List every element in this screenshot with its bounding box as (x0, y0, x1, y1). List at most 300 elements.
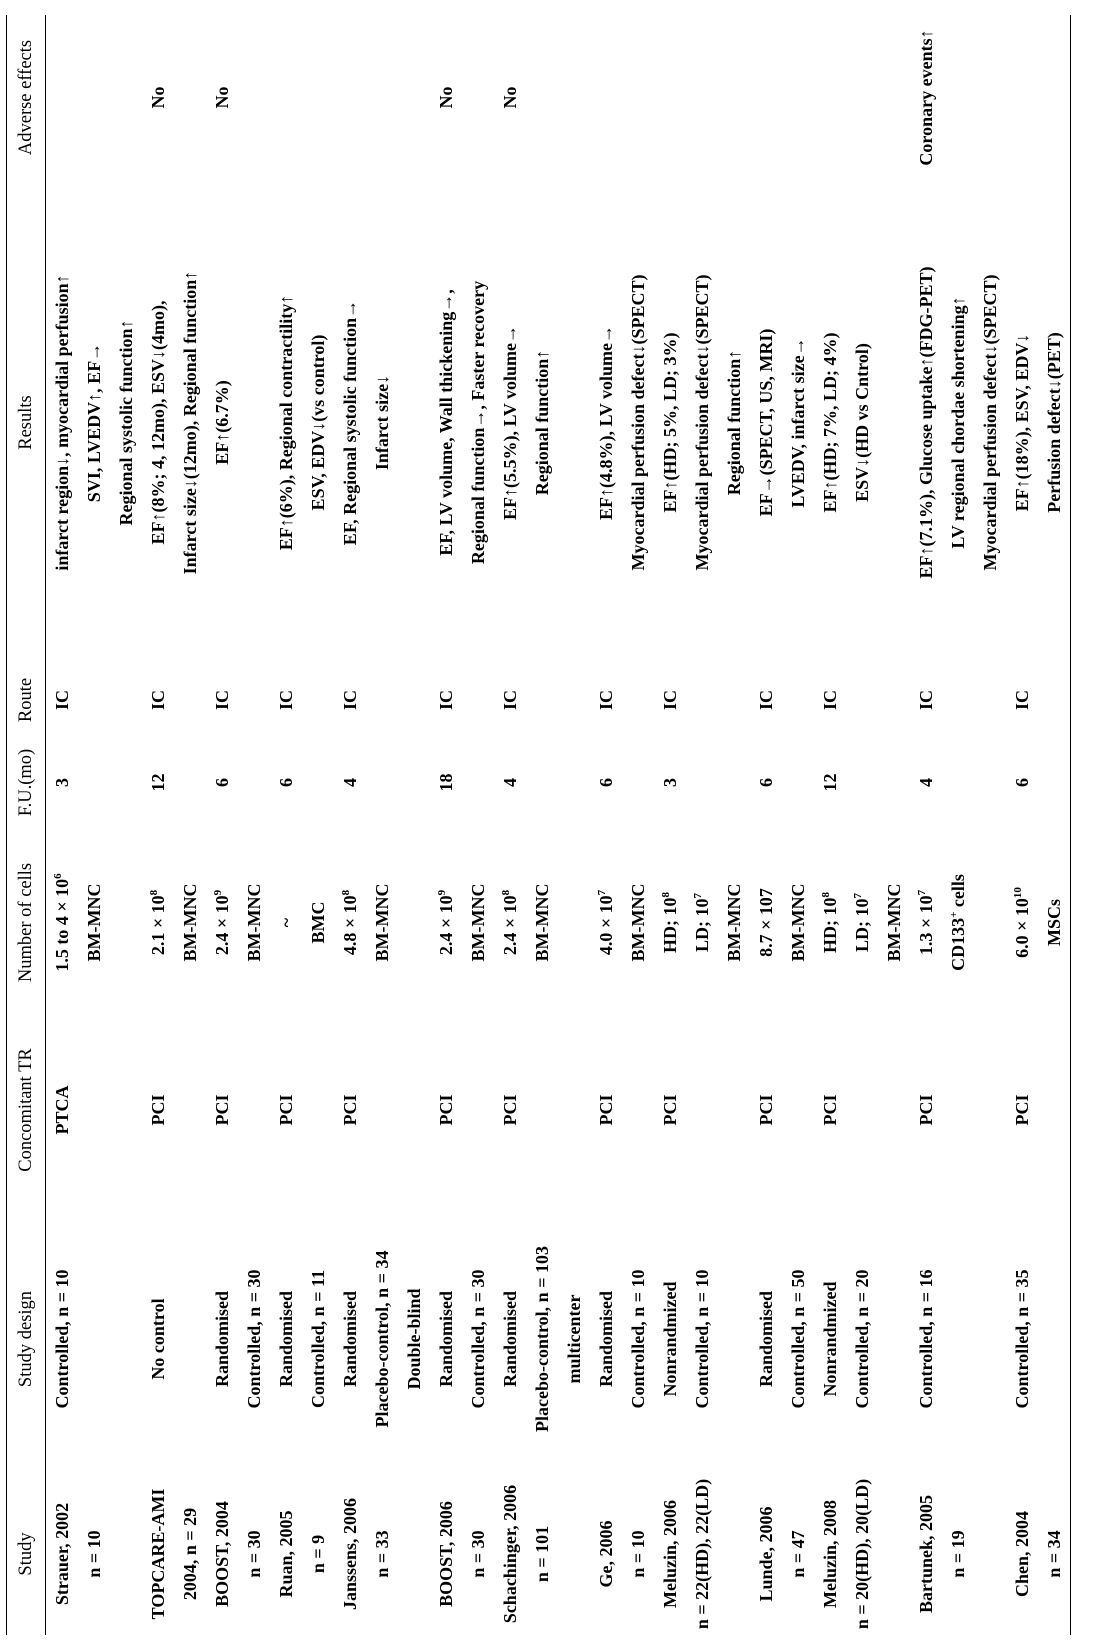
cell-line: PCI (916, 1094, 936, 1126)
cell-line: Myocardial perfusion defect↓(SPECT) (692, 274, 712, 571)
adverse-effects-cell (494, 15, 590, 180)
number-of-cells-cell (750, 830, 814, 1015)
cell-line: 6 (756, 778, 776, 787)
cell-line: n = 20(HD), 20(LD) (852, 1478, 872, 1630)
study-cell (46, 1473, 143, 1635)
cell-line: PCI (756, 1094, 776, 1126)
cell-line (1006, 15, 1038, 180)
table-row (590, 15, 654, 1635)
cell-line: Controlled, n = 11 (308, 1270, 328, 1408)
follow-up-cell (206, 735, 270, 830)
results-cell (1006, 180, 1071, 665)
table-row (142, 15, 206, 1635)
cell-line: Coronary events↑ (916, 29, 936, 166)
follow-up-cell (270, 735, 334, 830)
cell-line (494, 830, 526, 1015)
cell-value: MSCs (1044, 899, 1064, 947)
cell-line: IC (212, 690, 232, 711)
cell-line: ESV, EDV↓(vs control) (308, 334, 328, 511)
cell-line: Regional systolic function↑ (116, 319, 136, 526)
route-cell (430, 665, 494, 735)
header-number-of-cells: Number of cells (7, 830, 46, 1015)
follow-up-cell (334, 735, 430, 830)
cell-suffix: cells (948, 874, 968, 912)
study-design-cell (590, 1205, 654, 1473)
study-design-cell (206, 1205, 270, 1473)
number-of-cells-cell (910, 830, 1006, 1015)
cell-value: BM-MNC (84, 883, 104, 962)
cell-value: ~ (276, 917, 296, 928)
follow-up-cell (814, 735, 910, 830)
adverse-effects-cell (590, 15, 654, 180)
table-row (46, 15, 143, 1635)
results-cell (654, 180, 750, 665)
cell-exponent: 10 (1012, 887, 1024, 899)
table-row (910, 15, 1006, 1635)
cell-line (750, 830, 782, 1015)
cell-line: EF, Regional systolic function→ (340, 299, 360, 546)
cell-line: No (148, 86, 168, 109)
concomitant-tr-cell (1006, 1015, 1071, 1205)
cell-line: EF, LV volume, Wall thickening→, (436, 289, 456, 556)
cell-line: Bartunek, 2005 (916, 1495, 936, 1614)
follow-up-cell (654, 735, 750, 830)
cell-line: EF↑(8%; 4, 12mo), ESV↓(4mo), (148, 300, 168, 545)
cell-line: Myocardial perfusion defect↓(SPECT) (628, 274, 648, 571)
cell-line: 2004, n = 29 (180, 1507, 200, 1601)
adverse-effects-cell (654, 15, 750, 180)
adverse-effects-cell (206, 15, 270, 180)
route-cell (270, 665, 334, 735)
cell-line: IC (756, 690, 776, 711)
concomitant-tr-cell (590, 1015, 654, 1205)
cell-line (334, 15, 366, 180)
cell-line: IC (148, 690, 168, 711)
cell-value: BM-MNC (724, 883, 744, 962)
table-row (430, 15, 494, 1635)
table-row (206, 15, 270, 1635)
cell-line: Controlled, n = 30 (468, 1269, 488, 1409)
cell-line: No control (148, 1298, 168, 1380)
table-row (270, 15, 334, 1635)
route-cell (814, 665, 910, 735)
cell-line: BOOST, 2004 (212, 1501, 232, 1607)
study-cell (206, 1473, 270, 1635)
header-route: Route (7, 665, 46, 735)
cell-line: EF↑(5.5%), LV volume→ (500, 325, 520, 521)
route-cell (494, 665, 590, 735)
cell-line: Randomised (596, 1290, 616, 1388)
results-cell (270, 180, 334, 665)
cell-line (46, 830, 78, 1015)
number-of-cells-cell (430, 830, 494, 1015)
cell-value: CD133 (948, 917, 968, 971)
number-of-cells-cell (494, 830, 590, 1015)
header-row (7, 15, 46, 1635)
cell-line: 6 (1012, 778, 1032, 787)
number-of-cells-cell (46, 830, 143, 1015)
cell-exponent: 9 (436, 889, 448, 896)
cell-line: PCI (276, 1094, 296, 1126)
cell-line (302, 830, 334, 1015)
cell-line (238, 830, 270, 1015)
study-cell (334, 1473, 430, 1635)
concomitant-tr-cell (654, 1015, 750, 1205)
adverse-effects-cell (270, 15, 334, 180)
cell-line (622, 830, 654, 1015)
study-design-cell (910, 1205, 1006, 1473)
cell-value: BM-MNC (532, 883, 552, 962)
cell-line: Lunde, 2006 (756, 1506, 776, 1602)
cell-line (270, 15, 302, 180)
cell-line: BOOST, 2006 (436, 1501, 456, 1607)
cell-value: 2.1 × 10 (148, 895, 168, 956)
cell-line: Randomised (212, 1290, 232, 1388)
number-of-cells-cell (206, 830, 270, 1015)
cell-line: PCI (148, 1094, 168, 1126)
header-study: Study (7, 1473, 46, 1635)
study-design-cell (46, 1205, 143, 1473)
study-design-cell (334, 1205, 430, 1473)
cell-value: BM-MNC (180, 883, 200, 962)
cell-line (462, 830, 494, 1015)
study-cell (494, 1473, 590, 1635)
cell-line: infarct region↓, myocardial perfusion↑ (52, 274, 72, 571)
cell-line: n = 19 (948, 1530, 968, 1578)
cell-line: No (212, 86, 232, 109)
cell-line (270, 830, 302, 1015)
route-cell (46, 665, 143, 735)
cell-line: n = 10 (84, 1530, 104, 1578)
cell-exponent: 7 (916, 889, 928, 896)
route-cell (1006, 665, 1071, 735)
cell-line: PCI (500, 1094, 520, 1126)
adverse-effects-cell (910, 15, 1006, 180)
table-row (750, 15, 814, 1635)
route-cell (590, 665, 654, 735)
cell-line: Placebo-control, n = 34 (372, 1250, 392, 1428)
concomitant-tr-cell (334, 1015, 430, 1205)
cell-line: Controlled, n = 50 (788, 1269, 808, 1409)
cell-line: Placebo-control, n = 103 (532, 1246, 552, 1432)
cell-line: EF↑(HD; 7%, LD; 4%) (820, 332, 840, 513)
cell-line: Regional function→, Faster recovery (468, 280, 488, 565)
study-cell (654, 1473, 750, 1635)
cell-value: BM-MNC (628, 883, 648, 962)
cell-line: ESV↓(HD vs Cntrol) (852, 343, 872, 502)
cell-value: LD; 10 (852, 898, 872, 952)
follow-up-cell (142, 735, 206, 830)
study-design-cell (1006, 1205, 1071, 1473)
study-design-cell (750, 1205, 814, 1473)
cell-exponent: 8 (340, 889, 352, 896)
cell-line (142, 830, 174, 1015)
cell-line: EF↑(7.1%), Glucose uptake↑(FDG-PET) (916, 266, 936, 579)
cell-line: Regional function↑ (532, 349, 552, 496)
cell-exponent: 7 (692, 893, 704, 899)
cell-line (46, 15, 78, 180)
follow-up-cell (910, 735, 1006, 830)
concomitant-tr-cell (46, 1015, 143, 1205)
study-cell (430, 1473, 494, 1635)
study-design-cell (654, 1205, 750, 1473)
concomitant-tr-cell (206, 1015, 270, 1205)
cell-value: 2.4 × 10 (500, 895, 520, 956)
cell-line (526, 830, 558, 1015)
number-of-cells-cell (1006, 830, 1071, 1015)
adverse-effects-cell (750, 15, 814, 180)
cell-value: 1.3 × 10 (916, 895, 936, 956)
cell-line: n = 10 (628, 1530, 648, 1578)
cell-line (910, 830, 942, 1015)
cell-line: IC (500, 690, 520, 711)
results-cell (814, 180, 910, 665)
cell-line: 4 (916, 778, 936, 787)
cell-line: 6 (212, 778, 232, 787)
cell-value: BMC (308, 901, 328, 944)
cell-line (782, 830, 814, 1015)
cell-line: EF↑(6.7%) (212, 380, 232, 465)
cell-line: Controlled, n = 10 (692, 1269, 712, 1409)
clinical-trials-table (6, 15, 1071, 1635)
adverse-effects-cell (814, 15, 910, 180)
cell-exponent: 6 (52, 873, 64, 879)
cell-line: IC (1012, 690, 1032, 711)
cell-line: n = 22(HD), 22(LD) (692, 1478, 712, 1630)
cell-line: Infarct size↓ (372, 374, 392, 471)
cell-value: 8.7 × 107 (756, 888, 776, 957)
cell-value: LD; 10 (692, 898, 712, 952)
cell-line: Chen, 2004 (1012, 1511, 1032, 1598)
cell-value: BM-MNC (372, 883, 392, 962)
cell-line: PCI (212, 1094, 232, 1126)
cell-line: Infarct size↓(12mo), Regional function↑ (180, 270, 200, 575)
cell-line: Controlled, n = 16 (916, 1269, 936, 1409)
cell-line: Controlled, n = 30 (244, 1269, 264, 1409)
cell-line: IC (436, 690, 456, 711)
cell-exponent: 7 (852, 893, 864, 899)
adverse-effects-cell (1006, 15, 1071, 180)
cell-line: EF→(SPECT, US, MRI) (756, 328, 776, 517)
cell-line: EF↑(4.8%), LV volume→ (596, 325, 616, 521)
cell-exponent: 9 (212, 889, 224, 896)
cell-value: 1.5 to 4 × 10 (52, 878, 72, 972)
cell-line: 3 (52, 778, 72, 787)
cell-line (174, 830, 206, 1015)
cell-line: IC (660, 690, 680, 711)
number-of-cells-cell (654, 830, 750, 1015)
cell-line: PCI (660, 1094, 680, 1126)
cell-value: 4.0 × 10 (596, 895, 616, 956)
study-design-cell (430, 1205, 494, 1473)
cell-exponent: 8 (148, 889, 160, 896)
cell-line (878, 830, 910, 1015)
study-cell (750, 1473, 814, 1635)
route-cell (910, 665, 1006, 735)
cell-line: Controlled, n = 35 (1012, 1269, 1032, 1409)
cell-line (590, 15, 622, 180)
results-cell (910, 180, 1006, 665)
header-study-design: Study design (7, 1205, 46, 1473)
cell-line (590, 830, 622, 1015)
cell-exponent: 8 (660, 892, 672, 898)
route-cell (334, 665, 430, 735)
cell-line: Ge, 2006 (596, 1520, 616, 1588)
follow-up-cell (494, 735, 590, 830)
table-row (654, 15, 750, 1635)
cell-line: n = 34 (1044, 1530, 1064, 1578)
cell-value: HD; 10 (660, 897, 680, 953)
follow-up-cell (430, 735, 494, 830)
cell-line: PCI (596, 1094, 616, 1126)
cell-line: n = 101 (532, 1525, 552, 1583)
cell-line (430, 830, 462, 1015)
cell-value: BM-MNC (788, 883, 808, 962)
cell-line: PCI (820, 1094, 840, 1126)
route-cell (206, 665, 270, 735)
results-cell (494, 180, 590, 665)
cell-line: Meluzin, 2008 (820, 1500, 840, 1608)
cell-line: 18 (436, 773, 456, 792)
cell-line: multicenter (564, 1294, 584, 1384)
study-cell (270, 1473, 334, 1635)
cell-value: 4.8 × 10 (340, 895, 360, 956)
table-row (1006, 15, 1071, 1635)
study-design-cell (494, 1205, 590, 1473)
cell-line: Randomised (340, 1290, 360, 1388)
cell-value: HD; 10 (820, 897, 840, 953)
concomitant-tr-cell (270, 1015, 334, 1205)
cell-line (1038, 830, 1070, 1015)
cell-line: EF↑(6%), Regional contractility↑ (276, 294, 296, 551)
study-cell (590, 1473, 654, 1635)
cell-line (654, 830, 686, 1015)
cell-line: 4 (500, 778, 520, 787)
adverse-effects-cell (142, 15, 206, 180)
results-cell (750, 180, 814, 665)
header-follow-up: F.U.(mo) (7, 735, 46, 830)
cell-line: 4 (340, 778, 360, 787)
cell-line: IC (340, 690, 360, 711)
study-design-cell (270, 1205, 334, 1473)
cell-line: Randomised (500, 1290, 520, 1388)
study-design-cell (142, 1205, 206, 1473)
number-of-cells-cell (334, 830, 430, 1015)
cell-line: No (436, 86, 456, 109)
cell-line: Regional function↑ (724, 349, 744, 496)
cell-line: IC (916, 690, 936, 711)
cell-line: Myocardial perfusion defect↓(SPECT) (980, 274, 1000, 571)
cell-line: IC (596, 690, 616, 711)
cell-line: IC (276, 690, 296, 711)
cell-line: 12 (820, 773, 840, 792)
adverse-effects-cell (334, 15, 430, 180)
cell-value: 2.4 × 10 (436, 895, 456, 956)
cell-line: SVI, LVEDV↑, EF→ (84, 342, 104, 503)
cell-line (942, 830, 974, 1015)
cell-value: BM-MNC (468, 883, 488, 962)
cell-line: PCI (436, 1094, 456, 1126)
cell-value: 6.0 × 10 (1012, 898, 1032, 958)
cell-line: Meluzin, 2006 (660, 1500, 680, 1608)
route-cell (750, 665, 814, 735)
follow-up-cell (1006, 735, 1071, 830)
route-cell (142, 665, 206, 735)
study-cell (910, 1473, 1006, 1635)
cell-line: 6 (596, 778, 616, 787)
cell-value: BM-MNC (884, 883, 904, 962)
cell-line: Strauer, 2002 (52, 1502, 72, 1606)
concomitant-tr-cell (814, 1015, 910, 1205)
number-of-cells-cell (142, 830, 206, 1015)
follow-up-cell (750, 735, 814, 830)
cell-line (718, 830, 750, 1015)
cell-line: Randomised (436, 1290, 456, 1388)
results-cell (334, 180, 430, 665)
results-cell (142, 180, 206, 665)
table-row (334, 15, 430, 1635)
cell-line: PCI (340, 1094, 360, 1126)
concomitant-tr-cell (494, 1015, 590, 1205)
cell-line: Perfusion defect↓(PET) (1044, 332, 1064, 513)
cell-line: Controlled, n = 10 (628, 1269, 648, 1409)
cell-line: Schachinger, 2006 (500, 1484, 520, 1624)
cell-line: 6 (276, 778, 296, 787)
cell-line (206, 830, 238, 1015)
cell-line: n = 33 (372, 1530, 392, 1578)
table-row (494, 15, 590, 1635)
concomitant-tr-cell (910, 1015, 1006, 1205)
cell-line: Nonrandmized (820, 1281, 840, 1397)
concomitant-tr-cell (142, 1015, 206, 1205)
cell-line (78, 830, 110, 1015)
cell-line: EF↑(18%), ESV, EDV↓ (1012, 333, 1032, 512)
cell-line (654, 15, 686, 180)
cell-line: n = 9 (308, 1534, 328, 1574)
table-row (814, 15, 910, 1635)
study-design-cell (814, 1205, 910, 1473)
adverse-effects-cell (46, 15, 143, 180)
cell-line: Janssens, 2006 (340, 1497, 360, 1611)
cell-line: IC (820, 690, 840, 711)
cell-line (1006, 830, 1038, 1015)
cell-line: Double-blind (404, 1288, 424, 1390)
cell-line (846, 830, 878, 1015)
cell-line: n = 47 (788, 1530, 808, 1578)
cell-line (814, 15, 846, 180)
cell-exponent: + (948, 911, 960, 918)
cell-line: IC (52, 690, 72, 711)
table-body (46, 15, 1071, 1635)
follow-up-cell (590, 735, 654, 830)
concomitant-tr-cell (750, 1015, 814, 1205)
cell-line: Randomised (756, 1290, 776, 1388)
cell-line: EF↑(HD; 5%, LD; 3%) (660, 332, 680, 513)
cell-line: LVEDV, infarct size→ (788, 337, 808, 508)
study-cell (814, 1473, 910, 1635)
cell-line: n = 30 (468, 1530, 488, 1578)
cell-exponent: 8 (500, 889, 512, 896)
cell-line: 3 (660, 778, 680, 787)
header-concomitant-tr: Concomitant TR (7, 1015, 46, 1205)
cell-line: Controlled, n = 10 (52, 1269, 72, 1409)
cell-line: No (500, 86, 520, 109)
header-adverse-effects: Adverse effects (7, 15, 46, 180)
cell-value: BM-MNC (244, 883, 264, 962)
number-of-cells-cell (270, 830, 334, 1015)
study-cell (1006, 1473, 1071, 1635)
concomitant-tr-cell (430, 1015, 494, 1205)
